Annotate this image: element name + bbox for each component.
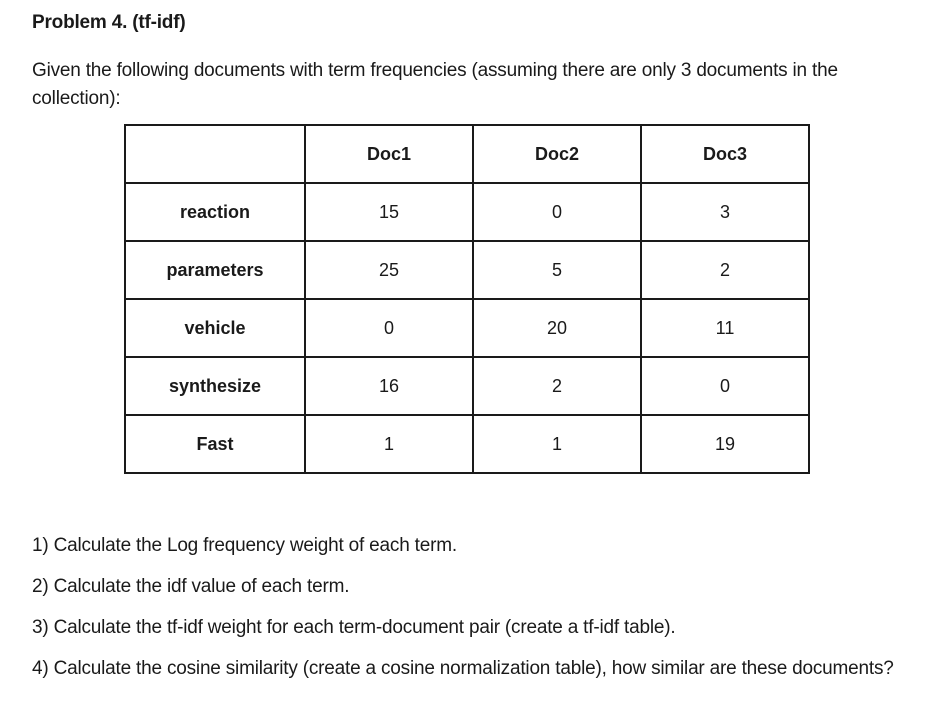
frequency-cell: 20 <box>473 299 641 357</box>
frequency-cell: 1 <box>305 415 473 473</box>
frequency-cell: 11 <box>641 299 809 357</box>
problem-intro: Given the following documents with term frequencies (assuming there are only 3 documents in the collection): <box>32 60 838 109</box>
frequency-cell: 25 <box>305 241 473 299</box>
frequency-cell: 16 <box>305 357 473 415</box>
term-cell: parameters <box>125 241 305 299</box>
question-item: 4) Calculate the cosine similarity (create a cosine normalization table), how similar are these documents? <box>32 658 894 679</box>
frequency-cell: 0 <box>473 183 641 241</box>
frequency-cell: 15 <box>305 183 473 241</box>
frequency-cell: 0 <box>305 299 473 357</box>
term-cell: Fast <box>125 415 305 473</box>
table-row <box>125 415 809 473</box>
frequency-cell: 2 <box>473 357 641 415</box>
question-item: 1) Calculate the Log frequency weight of each term. <box>32 535 457 556</box>
header-corner-cell <box>125 125 305 183</box>
table-row <box>125 183 809 241</box>
question-list <box>32 532 912 682</box>
header-doc3: Doc3 <box>641 125 809 183</box>
header-doc1: Doc1 <box>305 125 473 183</box>
term-frequency-table <box>124 124 810 474</box>
table-row <box>125 357 809 415</box>
term-cell: reaction <box>125 183 305 241</box>
term-cell: vehicle <box>125 299 305 357</box>
question-item: 3) Calculate the tf-idf weight for each term-document pair (create a tf-idf table). <box>32 617 676 638</box>
table-header-row <box>125 125 809 183</box>
frequency-cell: 0 <box>641 357 809 415</box>
frequency-cell: 5 <box>473 241 641 299</box>
frequency-cell: 2 <box>641 241 809 299</box>
table-row <box>125 241 809 299</box>
table-row <box>125 299 809 357</box>
problem-title: Problem 4. (tf-idf) <box>32 12 186 33</box>
frequency-cell: 1 <box>473 415 641 473</box>
frequency-cell: 3 <box>641 183 809 241</box>
header-doc2: Doc2 <box>473 125 641 183</box>
frequency-cell: 19 <box>641 415 809 473</box>
term-cell: synthesize <box>125 357 305 415</box>
question-item: 2) Calculate the idf value of each term. <box>32 576 350 597</box>
